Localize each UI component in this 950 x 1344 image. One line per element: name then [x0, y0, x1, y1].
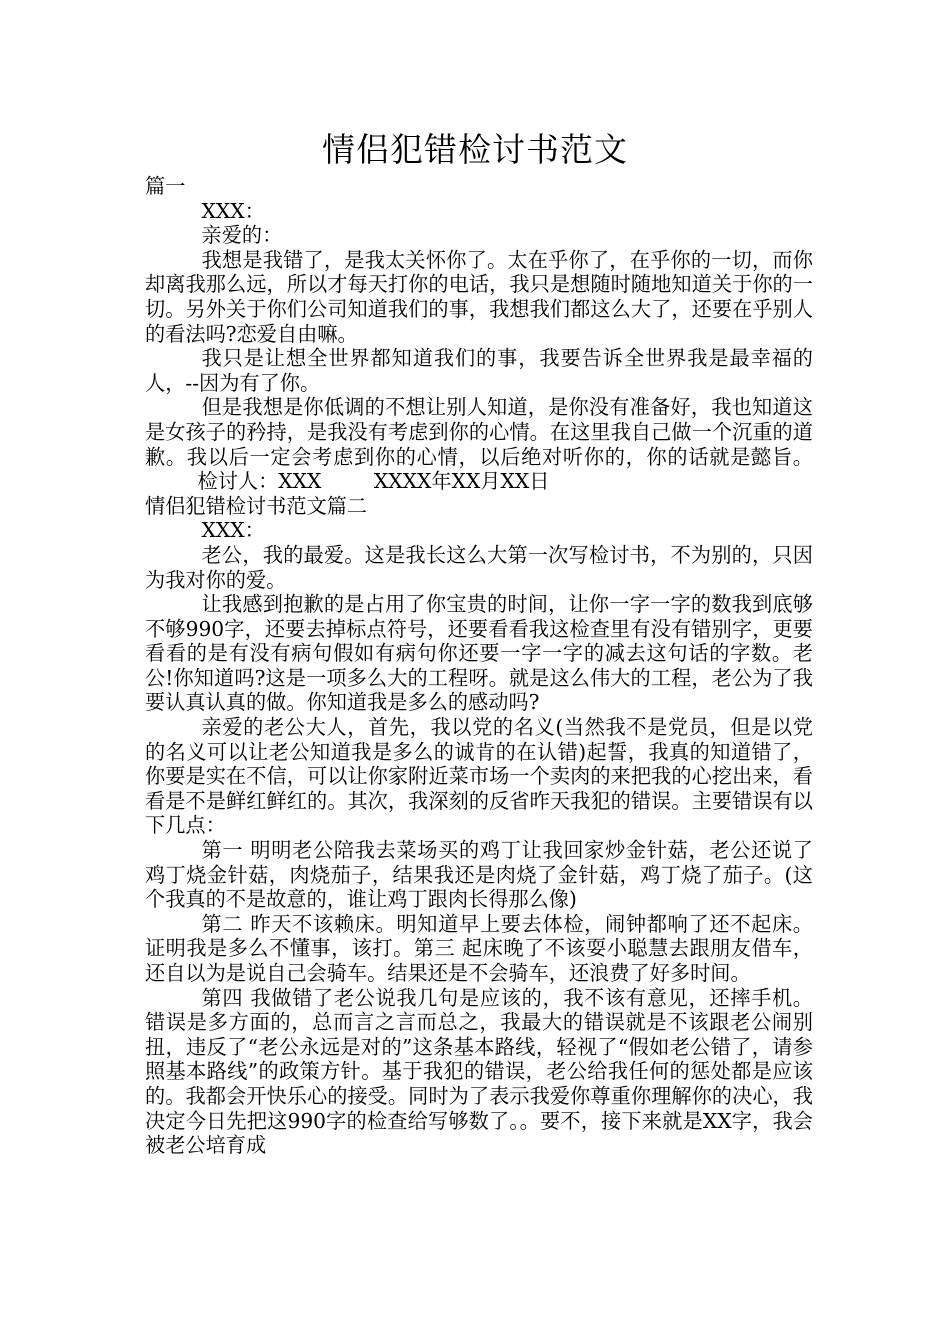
- salutation-1: XXX：: [201, 198, 265, 223]
- paragraph-3-text: 但是我想是你低调的不想让别人知道，是你没有准备好，我也知道这是女孩子的矜持，是我没有考虑到你的心情。在这里我自己做一个沉重的道歉。我以后一定会考虑到你的心情，以后绝对听你的，你的话就是懿旨。: [145, 395, 813, 469]
- paragraph-9: 第四 我做错了老公说我几句是应该的，我不该有意见，还摔手机。 错误是多方面的，总而言之言而总之，我最大的错误就是不该跟老公闹别扭，违反了“老公永远是对的”这条基本路线，轻视了“假如老公错了，请参照基本路线”的政策方针。基于我犯的错误，老公给我任何的惩处都是应该的。我都会开快乐心的接受。同时为了表示我爱你尊重你理解你的决心，我决定今日先把这990字的检查给写够数了。。要不，接下来就是XX字，我会被老公培育成: [145, 985, 813, 1158]
- paragraph-7: 第一 明明老公陪我去菜场买的鸡丁让我回家炒金针菇，老公还说了鸡丁烧金针菇，肉烧茄子，结果我还是肉烧了金针菇，鸡丁烧了茄子。(这个我真的不是故意的，谁让鸡丁跟肉长得那么像): [145, 838, 813, 912]
- section-two-heading: 情侣犯错检讨书范文篇二: [145, 493, 368, 518]
- paragraph-5: 让我感到抱歉的是占用了你宝贵的时间，让你一字一字的数我到底够不够990字，还要去掉标点符号，还要看看我这检查里有没有错别字，更要看看的是有没有病句假如有病句你还要一字一字的减去这句话的字数。老公!你知道吗?这是一项多么大的工程呀。就是这么伟大的工程，老公为了我要认真认真的做。你知道我是多么的感动吗?: [145, 592, 813, 715]
- greeting: 亲爱的：: [201, 223, 283, 248]
- paragraph-2: 我只是让想全世界都知道我们的事，我要告诉全世界我是最幸福的人，--因为有了你。: [145, 346, 813, 395]
- paragraph-1: 我想是我错了，是我太关怀你了。太在乎你了，在乎你的一切，而你却离我那么远，所以才每天打你的电话，我只是想随时随地知道关于你的一切。另外关于你们公司知道我们的事，我想我们都这么大了，还要在乎别人的看法吗?恋爱自由嘛。: [145, 247, 813, 346]
- paragraph-8: 第二 昨天不该赖床。明知道早上要去体检，闹钟都响了还不起床。证明我是多么不懂事，该打。第三 起床晚了不该耍小聪慧去跟朋友借车，还自以为是说自己会骑车。结果还是不会骑车，还浪费了好多时间。: [145, 911, 813, 985]
- section-one-heading: 篇一: [145, 174, 186, 198]
- date: XXXX年XX月XX日: [373, 469, 550, 494]
- paragraph-4: 老公，我的最爱。这是我长这么大第一次写检讨书，不为别的，只因为我对你的爱。: [145, 542, 813, 592]
- document-body: [145, 174, 813, 1158]
- paragraph-6: 亲爱的老公大人，首先，我以党的名义(当然我不是党员，但是以党的名义可以让老公知道我是多么的诚肯的在认错)起誓，我真的知道错了，你要是实在不信，可以让你家附近菜市场一个卖肉的来把我的心挖出来，看看是不是鲜红鲜红的。其次，我深刻的反省昨天我犯的错误。主要错误有以下几点：: [145, 715, 813, 838]
- salutation-2: XXX：: [201, 518, 265, 543]
- document-title: 情侣犯错检讨书范文: [322, 130, 628, 169]
- paragraph-3: [145, 395, 813, 493]
- signature: 检讨人：XXX: [197, 469, 322, 494]
